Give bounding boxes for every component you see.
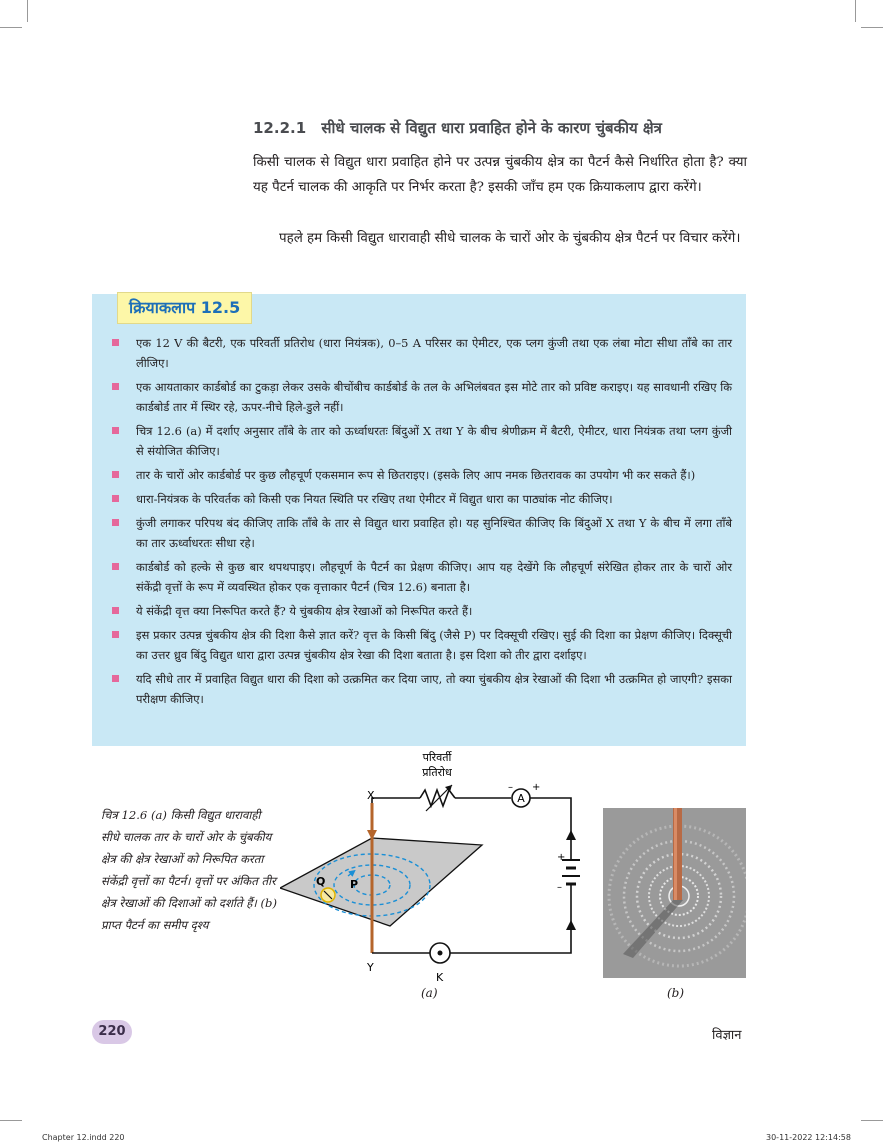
crop-mark bbox=[861, 1120, 883, 1121]
list-item bbox=[112, 421, 732, 461]
list-item bbox=[112, 625, 732, 665]
list-item-text: धारा-नियंत्रक के परिवर्तक को किसी एक नियत स्थिति पर रखिए तथा ऐमीटर में विद्युत धारा का पाठ्यांक नोट कीजिए। bbox=[136, 492, 613, 506]
ammeter-minus: – bbox=[508, 782, 513, 793]
cardboard-sheet bbox=[280, 838, 482, 926]
list-item bbox=[112, 601, 732, 621]
resistor-label-line2: प्रतिरोध bbox=[422, 766, 452, 779]
list-item-text: कार्डबोर्ड को हल्के से कुछ बार थपथपाइए। लौहचूर्ण के पैटर्न का प्रेक्षण कीजिए। आप यह देखेंगे कि लौहचूर्ण संरेखित होकर तार के चारों ओर संकेंद्री वृत्तों के रूप में व्यवस्थित होकर एक वृत्ताकार पैटर्न (चित्र 12.6) बनाता है। bbox=[136, 560, 732, 594]
activity-title: क्रियाकलाप 12.5 bbox=[117, 292, 252, 324]
crop-mark bbox=[27, 0, 28, 22]
bullet-square-icon bbox=[112, 339, 119, 346]
point-x-label: X bbox=[367, 789, 375, 802]
footer-timestamp: 30-11-2022 12:14:58 bbox=[766, 1133, 851, 1142]
bullet-square-icon bbox=[112, 519, 119, 526]
section-heading bbox=[253, 118, 753, 138]
list-item bbox=[112, 377, 732, 417]
point-q-label: Q bbox=[316, 875, 326, 888]
circuit-diagram bbox=[280, 748, 590, 998]
key-k-label: K bbox=[436, 971, 444, 984]
crop-mark bbox=[0, 1120, 22, 1121]
bullet-square-icon bbox=[112, 427, 119, 434]
circuit-wire bbox=[372, 798, 420, 803]
list-item bbox=[112, 513, 732, 553]
list-item bbox=[112, 489, 732, 509]
ammeter-plus: + bbox=[532, 782, 541, 793]
list-item bbox=[112, 465, 732, 485]
section-title: सीधे चालक से विद्युत धारा प्रवाहित होने के कारण चुंबकीय क्षेत्र bbox=[321, 119, 662, 137]
crop-mark bbox=[861, 27, 883, 28]
subject-name: विज्ञान bbox=[712, 1028, 742, 1043]
resistor-icon bbox=[420, 790, 455, 806]
page-number: 220 bbox=[92, 1020, 132, 1044]
figure-caption: चित्र 12.6 (a) किसी विद्युत धारावाही सीधे चालक तार के चारों ओर के चुंबकीय क्षेत्र की क्षेत्र रेखाओं को निरूपित करता संकेंद्री वृत्तों का पैटर्न। वृत्तों पर अंकित तीर क्षेत्र रेखाओं की दिशाओं को दर्शाते हैं। (b) प्राप्त पैटर्न का समीप दृश्य bbox=[101, 808, 277, 932]
bullet-square-icon bbox=[112, 471, 119, 478]
list-item bbox=[112, 557, 732, 597]
list-item bbox=[112, 669, 732, 709]
paragraph: किसी चालक से विद्युत धारा प्रवाहित होने पर उत्पन्न चुंबकीय क्षेत्र का पैटर्न कैसे निर्धारित होता है? क्या यह पैटर्न चालक की आकृति पर निर्भर करता है? इसकी जाँच हम एक क्रियाकलाप द्वारा करेंगे। bbox=[253, 155, 747, 195]
list-item-text: चित्र 12.6 (a) में दर्शाए अनुसार ताँबे के तार को ऊर्ध्वाधरतः बिंदुओं X तथा Y के बीच श्रेणीक्रम में बैटरी, ऐमीटर, धारा नियंत्रक तथा प्लग कुंजी से संयोजित कीजिए। bbox=[136, 424, 732, 458]
list-item-text: एक आयताकार कार्डबोर्ड का टुकड़ा लेकर उसके बीचोंबीच कार्डबोर्ड के तल के अभिलंबवत इस मोटे तार को प्रविष्ट कराइए। यह सावधानी रखिए कि कार्डबोर्ड तार में स्थिर रहे, ऊपर-नीचे हिले-डुले नहीं। bbox=[136, 380, 732, 414]
bullet-square-icon bbox=[112, 607, 119, 614]
bullet-square-icon bbox=[112, 383, 119, 390]
ammeter-label: A bbox=[517, 792, 525, 805]
list-item-text: ये संकेंद्री वृत्त क्या निरूपित करते हैं? ये चुंबकीय क्षेत्र रेखाओं को निरूपित करते हैं। bbox=[136, 604, 473, 618]
circuit-wire bbox=[450, 884, 571, 953]
bullet-square-icon bbox=[112, 563, 119, 570]
iron-filings-photo bbox=[603, 808, 746, 978]
paragraph: पहले हम किसी विद्युत धारावाही सीधे चालक के चारों ओर के चुंबकीय क्षेत्र पैटर्न पर विचार करेंगे। bbox=[279, 231, 741, 246]
activity-list bbox=[112, 333, 732, 713]
current-arrow-icon bbox=[566, 920, 576, 930]
resistor-label-line1: परिवर्ती bbox=[422, 751, 452, 764]
footer-file: Chapter 12.indd 220 bbox=[42, 1133, 125, 1142]
crop-mark bbox=[855, 0, 856, 22]
point-p-label: P bbox=[350, 878, 359, 891]
list-item bbox=[112, 333, 732, 373]
point-y-label: Y bbox=[367, 961, 374, 974]
plug-key-dot-icon bbox=[438, 951, 443, 956]
list-item-text: तार के चारों ओर कार्डबोर्ड पर कुछ लौहचूर्ण एकसमान रूप से छितराइए। (इसके लिए आप नमक छितरावक का उपयोग भी कर सकते हैं।) bbox=[136, 468, 696, 482]
current-arrow-icon bbox=[566, 830, 576, 840]
circuit-wire bbox=[530, 798, 571, 860]
list-item-text: इस प्रकार उत्पन्न चुंबकीय क्षेत्र की दिशा कैसे ज्ञात करें? वृत्त के किसी बिंदु (जैसे P) पर दिक्सूची रखिए। सुई की दिशा का प्रेक्षण कीजिए। दिक्सूची का उत्तर ध्रुव बिंदु विद्युत धारा द्वारा उत्पन्न चुंबकीय क्षेत्र रेखा की दिशा बताता है। इस दिशा को तीर द्वारा दर्शाइए। bbox=[136, 628, 732, 662]
battery-minus: – bbox=[557, 882, 562, 893]
section-number: 12.2.1 bbox=[253, 119, 307, 137]
battery-plus: + bbox=[557, 852, 566, 863]
list-item-text: एक 12 V की बैटरी, एक परिवर्ती प्रतिरोध (धारा नियंत्रक), 0–5 A परिसर का ऐमीटर, एक प्लग कुंजी तथा एक लंबा मोटा सीधा ताँबे का तार लीजिए। bbox=[136, 336, 732, 370]
list-item-text: यदि सीधे तार में प्रवाहित विद्युत धारा की दिशा को उत्क्रमित कर दिया जाए, तो क्या चुंबकीय क्षेत्र रेखाओं की दिशा भी उत्क्रमित हो जाएगी? इसका परीक्षण कीजिए। bbox=[136, 672, 732, 706]
figure-sublabel-a: (a) bbox=[421, 986, 438, 1000]
list-item-text: कुंजी लगाकर परिपथ बंद कीजिए ताकि ताँबे के तार से विद्युत धारा प्रवाहित हो। यह सुनिश्चित कीजिए कि बिंदुओं X तथा Y के बीच में लगा ताँबे का तार ऊर्ध्वाधरतः सीधा रहे। bbox=[136, 516, 732, 550]
bullet-square-icon bbox=[112, 675, 119, 682]
bullet-square-icon bbox=[112, 631, 119, 638]
crop-mark bbox=[0, 27, 22, 28]
bullet-square-icon bbox=[112, 495, 119, 502]
figure-sublabel-b: (b) bbox=[667, 986, 685, 1000]
